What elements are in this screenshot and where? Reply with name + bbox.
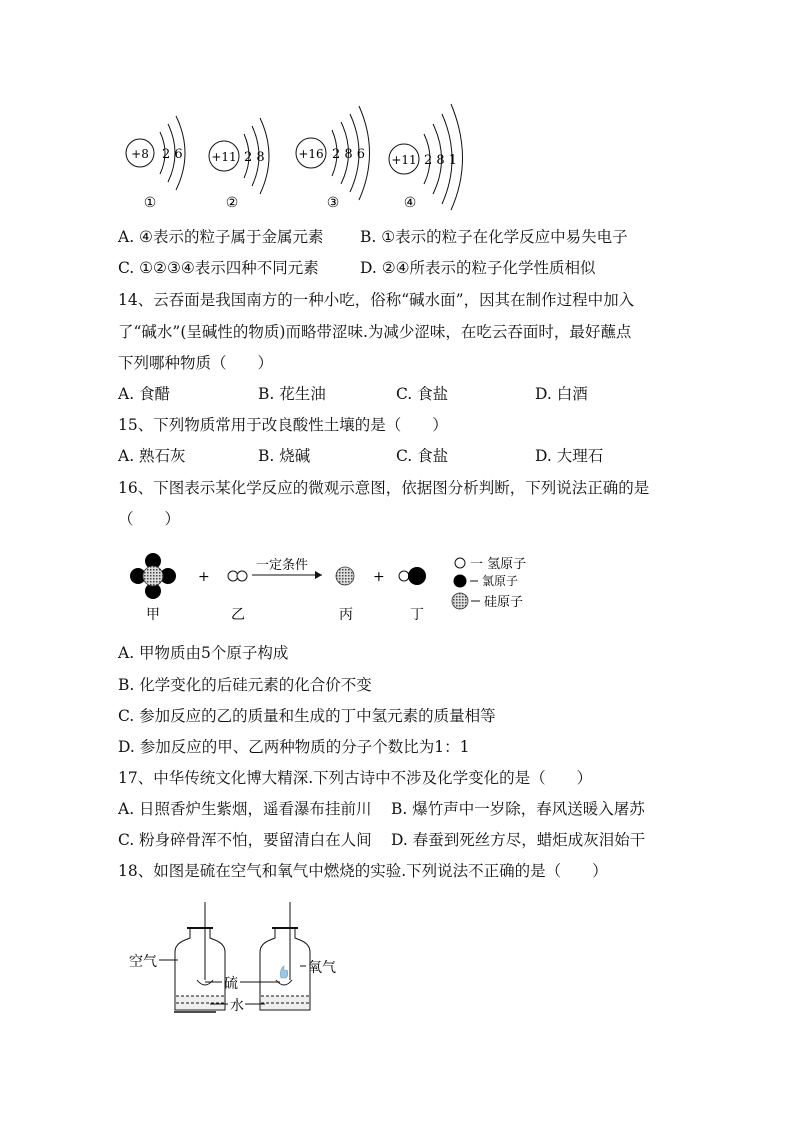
atom-1-label: ① (143, 195, 157, 211)
label-ding: 丁 (410, 607, 424, 623)
q14-option-a: A. 食醋 (118, 385, 171, 403)
q18-stem: 18、如图是硫在空气和氧气中燃烧的实验.下列说法不正确的是（ ） (118, 862, 608, 880)
legend-chlorine: 氯原子 (482, 574, 519, 588)
q17-option-b: B. 爆竹声中一岁除，春风送暖入屠苏 (391, 800, 645, 818)
molecule-ding (399, 567, 426, 585)
q13-option-c: C. ①②③④表示四种不同元素 (118, 259, 319, 277)
atom-3 (296, 106, 370, 211)
atom-1 (126, 116, 185, 211)
plus-sign-2: + (373, 569, 385, 585)
atom-2-shells: 2 8 (244, 150, 265, 165)
atom-4-label: ④ (403, 195, 417, 211)
molecule-yi (228, 571, 247, 581)
plus-sign-1: + (198, 569, 210, 585)
legend-hydrogen: 一 氢原子 (470, 557, 527, 572)
q14-option-d: D. 白酒 (535, 385, 588, 403)
q16-stem-line2: （ ） (118, 510, 181, 528)
q16-option-a: A. 甲物质由5个原子构成 (118, 644, 289, 662)
legend-silicon: 硅原子 (484, 595, 524, 610)
q17-option-d: D. 春蚕到死丝方尽，蜡炬成灰泪始干 (391, 831, 646, 849)
atom-3-nucleus: +16 (298, 147, 324, 161)
q14-stem-line2: 了“碱水”(呈碱性的物质)而略带涩味.为减少涩味，在吃云吞面时，最好蘸点 (118, 323, 632, 341)
q15-option-b: B. 烧碱 (258, 447, 311, 465)
diagram-legend (452, 557, 526, 610)
q15-stem: 15、下列物质常用于改良酸性土壤的是（ ） (118, 416, 448, 434)
label-sulfur: 硫 (224, 976, 238, 992)
q16-option-b: B. 化学变化的后硅元素的化合价不变 (118, 676, 372, 694)
molecule-bing (336, 567, 354, 585)
q17-option-a: A. 日照香炉生紫烟，遥看瀑布挂前川 (118, 800, 372, 818)
q15-option-d: D. 大理石 (535, 447, 604, 465)
label-yi: 乙 (231, 607, 245, 623)
atom-structure-diagrams (0, 0, 794, 215)
label-oxygen: 氧气 (308, 960, 336, 976)
atom-4-shells: 2 8 1 (424, 153, 458, 168)
combustion-experiment-diagram (0, 900, 794, 1030)
atom-4 (389, 104, 463, 211)
atom-2 (209, 118, 269, 211)
atom-2-label: ② (225, 195, 239, 211)
label-air: 空气 (129, 954, 157, 970)
q16-option-d: D. 参加反应的甲、乙两种物质的分子个数比为1：1 (118, 738, 470, 756)
q17-stem: 17、中华传统文化博大精深.下列古诗中不涉及化学变化的是（ ） (118, 769, 593, 787)
q14-option-c: C. 食盐 (396, 385, 449, 403)
reaction-diagram (0, 545, 794, 635)
q14-stem-line1: 14、云吞面是我国南方的一种小吃，俗称“碱水面”，因其在制作过程中加入 (118, 291, 635, 309)
q17-option-c: C. 粉身碎骨浑不怕，要留清白在人间 (118, 831, 372, 849)
bottle-air (174, 902, 225, 1012)
label-water: 水 (230, 998, 244, 1014)
atom-4-nucleus: +11 (391, 153, 417, 167)
q15-option-a: A. 熟石灰 (118, 447, 186, 465)
bottle-oxygen (260, 902, 310, 1010)
q14-option-b: B. 花生油 (258, 385, 326, 403)
label-jia: 甲 (146, 607, 160, 623)
molecule-jia (130, 553, 176, 599)
atom-3-label: ③ (326, 195, 340, 211)
atom-1-shells: 2 6 (162, 147, 183, 162)
q13-option-d: D. ②④所表示的粒子化学性质相似 (360, 259, 596, 277)
q15-option-c: C. 食盐 (396, 447, 449, 465)
q16-stem-line1: 16、下图表示某化学反应的微观示意图，依据图分析判断，下列说法正确的是 (118, 479, 650, 497)
atom-2-nucleus: +11 (211, 150, 237, 164)
atom-1-nucleus: +8 (131, 147, 149, 161)
reaction-condition: 一定条件 (256, 558, 309, 573)
atom-3-shells: 2 8 6 (332, 147, 366, 162)
q16-option-c: C. 参加反应的乙的质量和生成的丁中氢元素的质量相等 (118, 707, 496, 725)
q13-option-b: B. ①表示的粒子在化学反应中易失电子 (360, 228, 628, 246)
label-bing: 丙 (339, 607, 353, 623)
q14-stem-line3: 下列哪种物质（ ） (118, 354, 274, 372)
q13-option-a: A. ④表示的粒子属于金属元素 (118, 228, 324, 246)
